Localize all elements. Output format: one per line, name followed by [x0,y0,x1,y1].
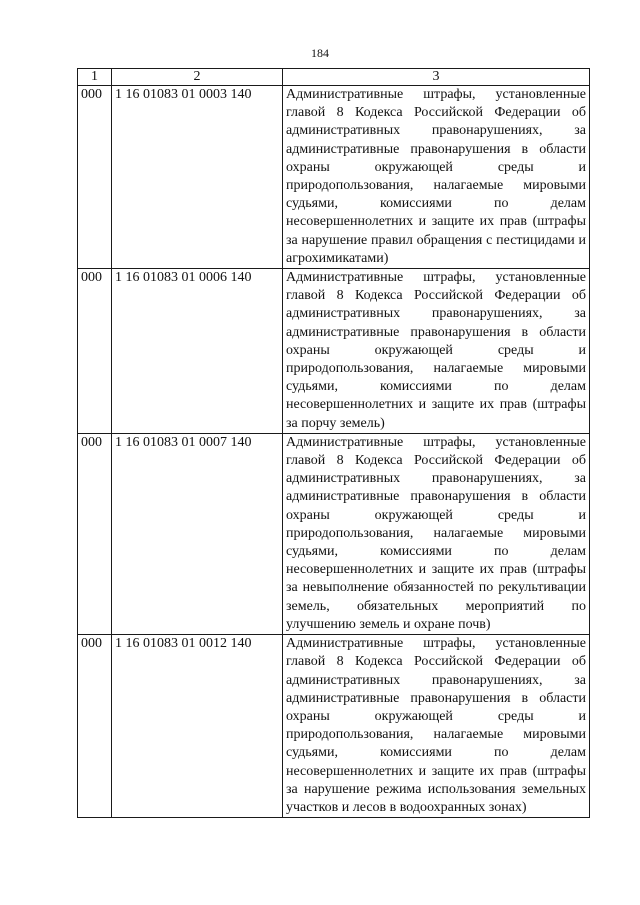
description-cell: Административные штрафы, установленные главой 8 Кодекса Российской Федерации об административных правонарушениях, за административные правонарушения в области охраны окружающей среды и природопользования, налагаемые мировыми судьями, комиссиями по делам несовершеннолетних и защите их прав (штрафы за невыполнение обязанностей по рекультивации земель, обязательных мероприятий по улучшению земель и охране почв) [283,433,590,634]
column-header-2: 2 [112,69,283,86]
column-header-1: 1 [78,69,112,86]
table-row [78,269,590,434]
admin-code-cell: 000 [78,269,112,434]
table-row [78,635,590,818]
description-cell: Административные штрафы, установленные главой 8 Кодекса Российской Федерации об административных правонарушениях, за административные правонарушения в области охраны окружающей среды и природопользования, налагаемые мировыми судьями, комиссиями по делам несовершеннолетних и защите их прав (штрафы за нарушение режима использования земельных участков и лесов в водоохранных зонах) [283,635,590,818]
admin-code-cell: 000 [78,433,112,634]
budget-code-cell: 1 16 01083 01 0012 140 [112,635,283,818]
admin-code-cell: 000 [78,86,112,269]
budget-code-cell: 1 16 01083 01 0006 140 [112,269,283,434]
table-row [78,433,590,634]
description-cell: Административные штрафы, установленные главой 8 Кодекса Российской Федерации об административных правонарушениях, за административные правонарушения в области охраны окружающей среды и природопользования, налагаемые мировыми судьями, комиссиями по делам несовершеннолетних и защите их прав (штрафы за нарушение правил обращения с пестицидами и агрохимикатами) [283,86,590,269]
page-number: 184 [311,46,329,60]
column-header-3: 3 [283,69,590,86]
table-row [78,86,590,269]
header-row [78,69,590,86]
admin-code-cell: 000 [78,635,112,818]
budget-code-table [77,68,590,818]
budget-code-cell: 1 16 01083 01 0007 140 [112,433,283,634]
description-cell: Административные штрафы, установленные главой 8 Кодекса Российской Федерации об административных правонарушениях, за административные правонарушения в области охраны окружающей среды и природопользования, налагаемые мировыми судьями, комиссиями по делам несовершеннолетних и защите их прав (штрафы за порчу земель) [283,269,590,434]
budget-code-cell: 1 16 01083 01 0003 140 [112,86,283,269]
